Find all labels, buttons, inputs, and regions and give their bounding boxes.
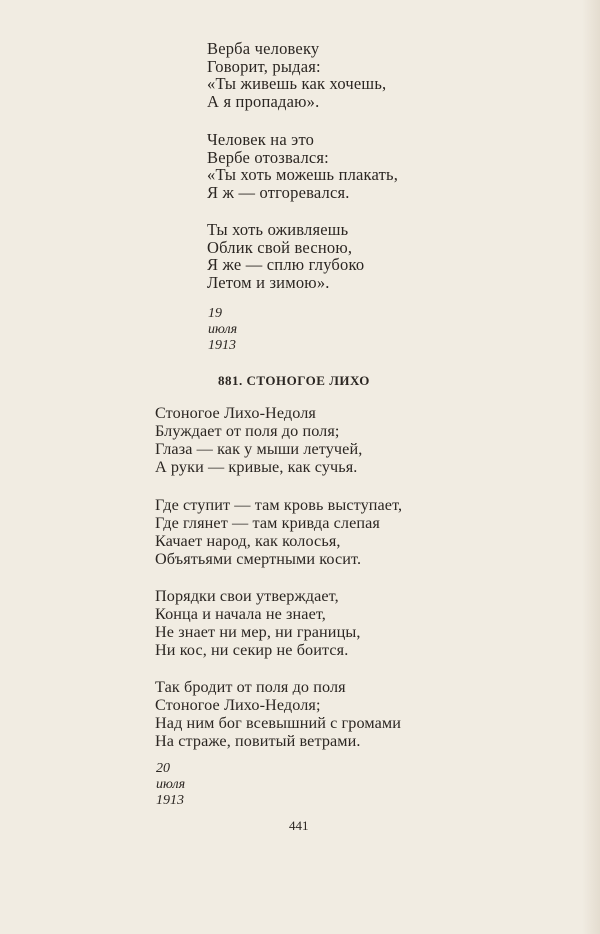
- verse-line: Порядки свои утверждает,: [155, 587, 339, 605]
- verse-line: Качает народ, как колосья,: [155, 532, 341, 550]
- poem-1-stanza-2: [207, 131, 398, 202]
- verse-line: Я ж — отгоревался.: [207, 183, 350, 203]
- verse-line: Глаза — как у мыши летучей,: [155, 440, 363, 458]
- verse-line: Блуждает от поля до поля;: [155, 422, 340, 440]
- verse-line: А руки — кривые, как сучья.: [155, 458, 358, 476]
- page-gutter-shadow: [582, 0, 600, 934]
- verse-line: Так бродит от поля до поля: [155, 678, 346, 696]
- verse-line: На страже, повитый ветрами.: [155, 732, 361, 750]
- verse-line: А я пропадаю».: [207, 92, 320, 112]
- verse-line: Не знает ни мер, ни границы,: [155, 623, 361, 641]
- verse-line: Конца и начала не знает,: [155, 605, 326, 623]
- poem-2-title: 881. СТОНОГОЕ ЛИХО: [218, 373, 370, 388]
- poem-2-stanza-4: [155, 678, 401, 750]
- verse-line: Говорит, рыдая:: [207, 56, 321, 76]
- page-number: 441: [289, 818, 309, 833]
- verse-line: Человек на это: [207, 130, 315, 149]
- verse-line: Где ступит — там кровь выступает,: [155, 496, 403, 514]
- verse-line: Объятьями смертными косит.: [155, 550, 362, 568]
- poem-2-stanza-3: [155, 587, 360, 659]
- verse-line: Ни кос, ни секир не боится.: [155, 641, 349, 659]
- verse-line: Летом и зимою».: [207, 273, 330, 293]
- verse-line: Облик свой весною,: [207, 237, 353, 257]
- poem-1-date: 19 июля 1913: [208, 306, 238, 353]
- verse-line: Верба человеку: [207, 39, 320, 58]
- poem-2-stanza-2: [155, 496, 402, 568]
- verse-line: «Ты живешь как хочешь,: [207, 74, 387, 94]
- poem-2-date: 20 июля 1913: [156, 761, 186, 808]
- poem-2-stanza-1: [155, 404, 362, 476]
- poem-1-stanza-1: [207, 40, 386, 111]
- verse-line: Стоногое Лихо-Недоля;: [155, 696, 321, 714]
- verse-line: Ты хоть оживляешь: [207, 220, 349, 239]
- verse-line: Стоногое Лихо-Недоля: [155, 404, 316, 422]
- verse-line: Вербе отозвался:: [207, 147, 329, 167]
- verse-line: Над ним бог всевышний с громами: [155, 714, 401, 732]
- verse-line: Где глянет — там кривда слепая: [155, 514, 380, 532]
- verse-line: «Ты хоть можешь плакать,: [207, 165, 399, 185]
- verse-line: Я же — сплю глубоко: [207, 255, 365, 275]
- poem-1-stanza-3: [207, 221, 364, 292]
